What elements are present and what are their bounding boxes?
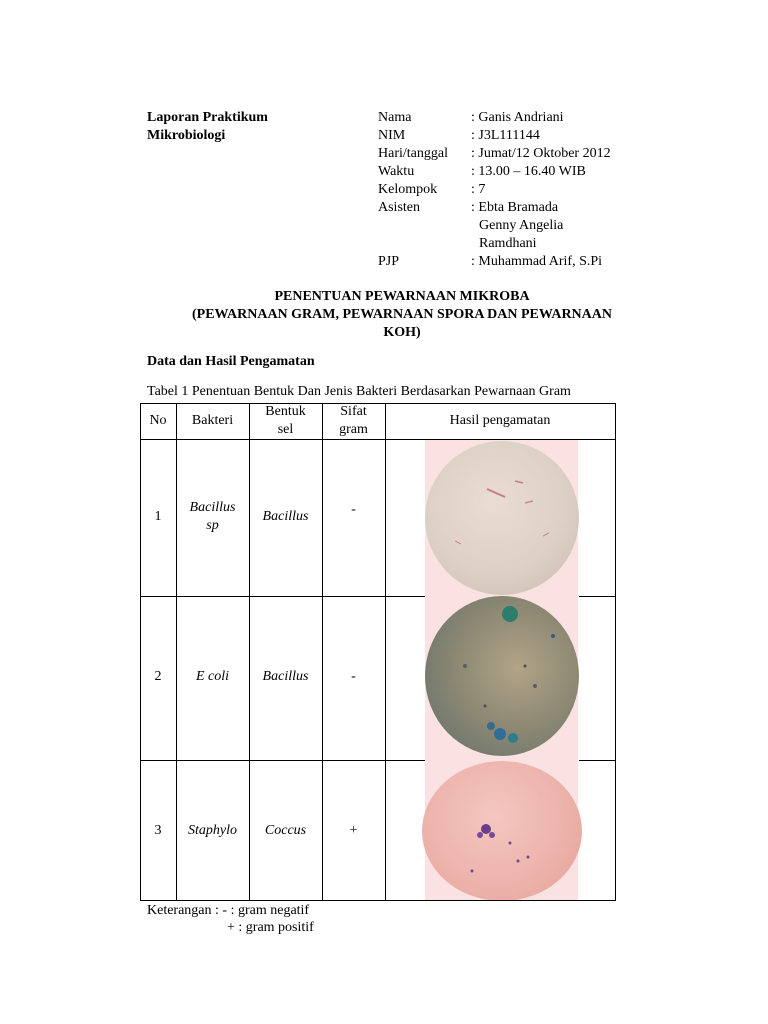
report-title-line-2: Mikrobiologi <box>147 128 226 143</box>
section-heading: Data dan Hasil Pengamatan <box>147 354 315 369</box>
header-sifat-gram <box>322 403 385 439</box>
table-border-header <box>140 439 616 440</box>
table-border-row1-right <box>579 596 616 597</box>
table-border-row2 <box>140 760 425 761</box>
row1-sifat: - <box>351 502 356 517</box>
row3-sifat: + <box>349 823 358 838</box>
table-border-row1 <box>140 596 425 597</box>
legend-line-2: + : gram positif <box>227 920 314 935</box>
row1-bakteri-line-1: Bacillus <box>189 500 236 515</box>
header-bentuk-line-2: sel <box>277 422 294 437</box>
col-divider-4 <box>385 403 386 901</box>
info-label: Hari/tanggal <box>378 146 448 161</box>
info-value: : J3L111144 <box>471 128 540 143</box>
info-value: : Ebta Bramada <box>471 200 559 215</box>
info-label: Asisten <box>378 200 420 215</box>
main-title-line-2: (PEWARNAAN GRAM, PEWARNAAN SPORA DAN PEWARNAAN <box>192 307 612 322</box>
gram-stain-table <box>140 403 616 901</box>
report-title <box>147 109 268 145</box>
row1-no: 1 <box>154 509 162 524</box>
header-sifat-line-1: Sifat <box>340 404 367 419</box>
table-border-bottom <box>140 900 616 901</box>
micrograph-e-coli <box>425 596 579 756</box>
header-hasil-pengamatan: Hasil pengamatan <box>449 413 551 428</box>
table-border-right <box>615 403 616 901</box>
info-label: Nama <box>378 110 412 125</box>
info-value: : Muhammad Arif, S.Pi <box>471 254 603 269</box>
info-value: : 7 <box>471 182 486 197</box>
info-label: PJP <box>378 254 400 269</box>
header-bakteri: Bakteri <box>191 413 234 428</box>
info-label: Kelompok <box>378 182 438 197</box>
info-value: : Ganis Andriani <box>471 110 564 125</box>
row2-sifat: - <box>351 669 356 684</box>
info-value: : 13.00 – 16.40 WIB <box>471 164 586 179</box>
micrograph-bacillus-sp <box>425 441 579 595</box>
row1-bakteri <box>176 499 249 535</box>
header-bentuk-sel <box>249 403 322 439</box>
row2-no: 2 <box>154 669 162 684</box>
row2-bakteri: E coli <box>195 669 230 684</box>
row3-bakteri: Staphylo <box>188 823 237 838</box>
table-border-row2-right <box>579 760 616 761</box>
main-title-line-1: PENENTUAN PEWARNAAN MIKROBA <box>274 289 530 304</box>
table-caption: Tabel 1 Penentuan Bentuk Dan Jenis Bakteri Berdasarkan Pewarnaan Gram <box>147 384 571 399</box>
info-value: Genny Angelia <box>479 218 564 233</box>
legend-line-1: Keterangan : - : gram negatif <box>147 903 310 918</box>
row3-no: 3 <box>154 823 162 838</box>
row1-bakteri-line-2: sp <box>206 518 219 533</box>
row2-bentuk: Bacillus <box>262 669 309 684</box>
row3-bentuk: Coccus <box>264 823 307 838</box>
info-label: NIM <box>378 128 406 143</box>
info-value: Ramdhani <box>479 236 537 251</box>
table-legend <box>147 902 314 936</box>
info-value: : Jumat/12 Oktober 2012 <box>471 146 611 161</box>
header-no: No <box>149 413 167 428</box>
info-label: Waktu <box>378 164 415 179</box>
main-title-line-3: KOH) <box>383 325 421 340</box>
row1-bentuk: Bacillus <box>262 509 309 524</box>
micrograph-staphylo <box>422 761 582 901</box>
header-sifat-line-2: gram <box>339 422 368 437</box>
header-bentuk-line-1: Bentuk <box>265 404 306 419</box>
report-title-line-1: Laporan Praktikum <box>147 110 268 125</box>
main-title <box>120 288 684 342</box>
